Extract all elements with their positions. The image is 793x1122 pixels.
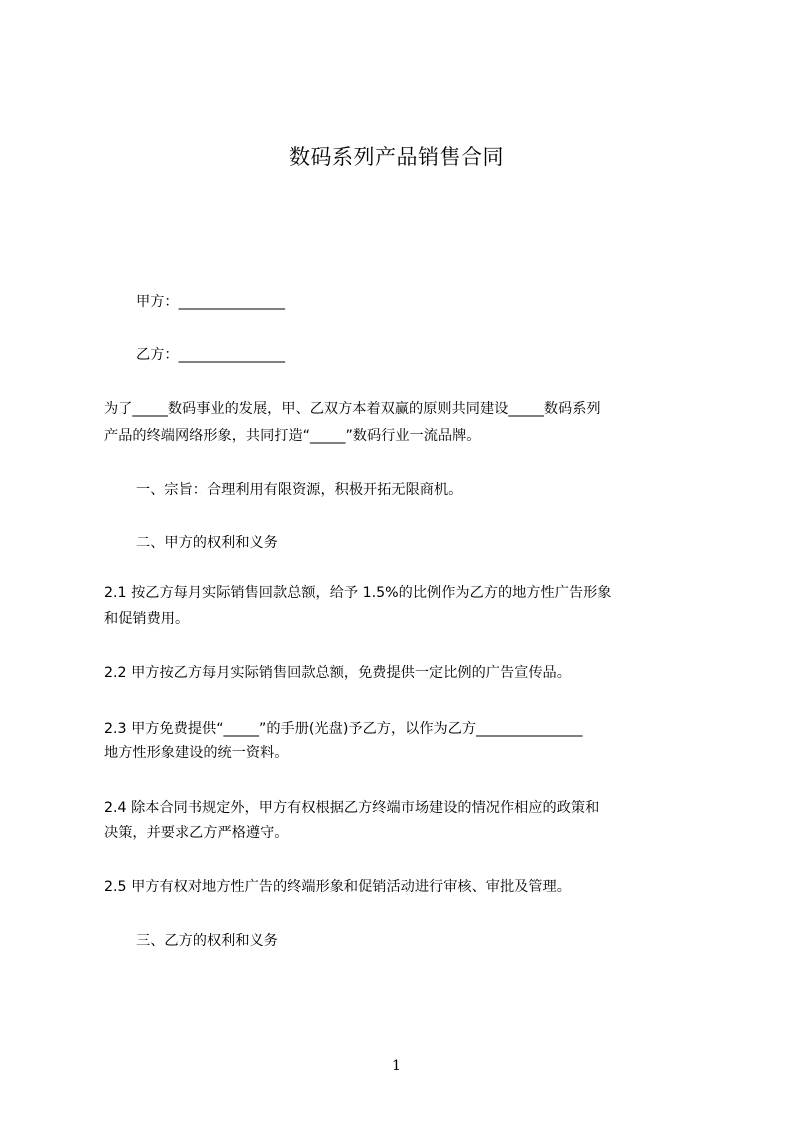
section-1-purpose: 一、宗旨：合理利用有限资源，积极开拓无限商机。 bbox=[136, 482, 463, 498]
party-a-line: 甲方：_______________ bbox=[136, 294, 285, 310]
clause-2-3-line-2: 地方性形象建设的统一资料。 bbox=[104, 745, 289, 761]
clause-2-1-line-2: 和促销费用。 bbox=[104, 611, 190, 627]
intro-line-1: 为了_____数码事业的发展，甲、乙双方本着双赢的原则共同建设_____数码系列 bbox=[104, 401, 601, 417]
page-number: 1 bbox=[392, 1058, 401, 1074]
clause-2-5: 2.5 甲方有权对地方性广告的终端形象和促销活动进行审核、审批及管理。 bbox=[104, 879, 571, 895]
clause-2-3-line-1: 2.3 甲方免费提供“_____”的手册(光盘)予乙方，以作为乙方_______________ bbox=[104, 721, 583, 737]
intro-line-2: 产品的终端网络形象，共同打造“_____”数码行业一流品牌。 bbox=[104, 428, 481, 444]
clause-2-1-line-1: 2.1 按乙方每月实际销售回款总额，给予 1.5%的比例作为乙方的地方性广告形象 bbox=[104, 585, 612, 601]
party-b-line: 乙方：_______________ bbox=[136, 347, 285, 363]
section-2-heading: 二、甲方的权利和义务 bbox=[136, 535, 278, 551]
clause-2-4-line-1: 2.4 除本合同书规定外，甲方有权根据乙方终端市场建设的情况作相应的政策和 bbox=[104, 800, 600, 816]
clause-2-2: 2.2 甲方按乙方每月实际销售回款总额，免费提供一定比例的广告宣传品。 bbox=[104, 665, 571, 681]
document-title: 数码系列产品销售合同 bbox=[289, 145, 504, 169]
clause-2-4-line-2: 决策，并要求乙方严格遵守。 bbox=[104, 825, 289, 841]
section-3-heading: 三、乙方的权利和义务 bbox=[136, 933, 278, 949]
